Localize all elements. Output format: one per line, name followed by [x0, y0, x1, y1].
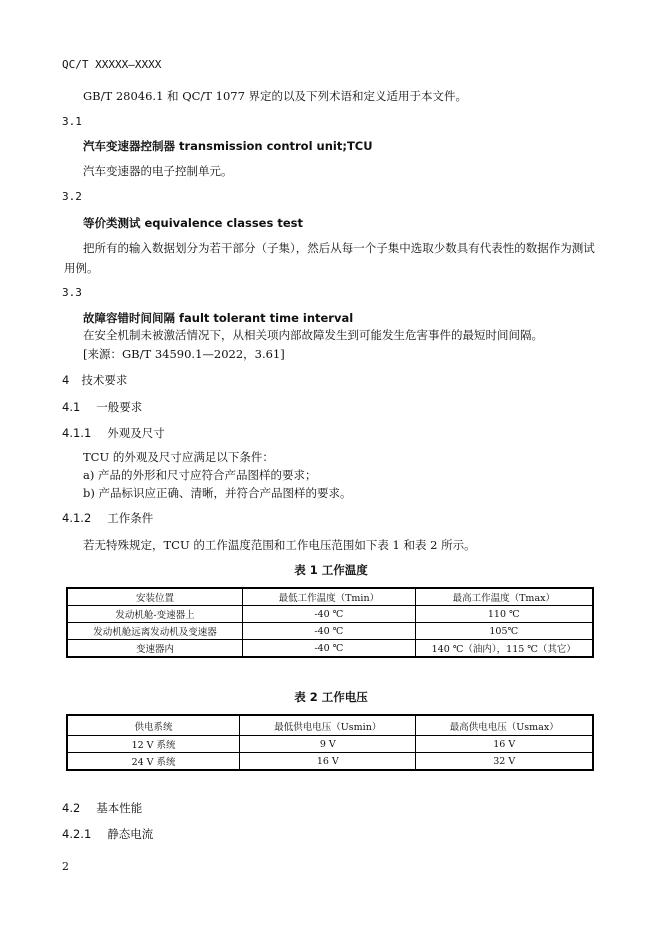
- section-title: 静态电流: [107, 827, 154, 841]
- term-definition: 把所有的输入数据划分为若干部分（子集），然后从每一个子集中选取少数具有代表性的数据作为测试用例。: [64, 241, 595, 275]
- section-title: 外观及尺寸: [107, 426, 165, 440]
- table-cell: 9 V: [240, 736, 416, 753]
- conditions-text: 若无特殊规定，TCU 的工作温度范围和工作电压范围如下表 1 和表 2 所示。: [83, 538, 476, 552]
- table2-caption: 表 2 工作电压: [294, 690, 368, 704]
- term-number: 3.2: [62, 190, 82, 203]
- term-title: 等价类测试 equivalence classes test: [83, 216, 303, 230]
- term-number: 3.3: [62, 286, 82, 299]
- section-4-2-1-heading: [62, 826, 153, 842]
- table-row: [67, 753, 593, 771]
- table-cell: 140 ℃（油内），115 ℃（其它）: [415, 640, 593, 658]
- section-number: 4.2: [62, 801, 81, 815]
- table-cell: 16 V: [240, 753, 416, 771]
- section-title: 技术要求: [81, 373, 128, 387]
- table-header-row: [67, 588, 593, 606]
- section-number: 4.1.2: [62, 511, 92, 525]
- table-cell: 16 V: [416, 736, 593, 753]
- section-4-1-2-heading: [62, 510, 153, 526]
- table-header-cell: 安装位置: [67, 588, 243, 606]
- table-header-cell: 最高供电电压（Usmax）: [416, 715, 593, 736]
- table-cell: -40 ℃: [243, 640, 415, 658]
- table-row: [67, 606, 593, 623]
- table1-caption: 表 1 工作温度: [294, 563, 368, 577]
- appearance-lead: TCU 的外观及尺寸应满足以下条件：: [83, 450, 274, 464]
- table-cell: 变速器内: [67, 640, 243, 658]
- page-number: 2: [62, 860, 69, 873]
- table-header-cell: 最低工作温度（Tmin）: [243, 588, 415, 606]
- table-cell: 12 V 系统: [67, 736, 240, 753]
- section-4-heading: [62, 372, 127, 388]
- term-definition: 在安全机制未被激活情况下，从相关项内部故障发生到可能发生危害事件的最短时间间隔。: [83, 328, 543, 342]
- table-row: [67, 623, 593, 640]
- table-cell: 110 ℃: [415, 606, 593, 623]
- table-cell: 32 V: [416, 753, 593, 771]
- section-title: 工作条件: [107, 511, 154, 525]
- table-cell: 24 V 系统: [67, 753, 240, 771]
- temperature-table: [66, 587, 594, 658]
- table-row: [67, 736, 593, 753]
- table-cell: 发动机舱远离发动机及变速器: [67, 623, 243, 640]
- table-row: [67, 640, 593, 658]
- table-cell: 发动机舱-变速器上: [67, 606, 243, 623]
- appearance-item-b: b) 产品标识应正确、清晰，并符合产品图样的要求。: [83, 486, 352, 500]
- term-source: [来源：GB/T 34590.1—2022，3.61]: [83, 347, 285, 361]
- section-number: 4.1: [62, 400, 81, 414]
- section-number: 4.2.1: [62, 827, 92, 841]
- section-title: 基本性能: [96, 801, 143, 815]
- table-header-cell: 最低供电电压（Usmin）: [240, 715, 416, 736]
- section-number: 4: [62, 373, 70, 387]
- table-cell: 105℃: [415, 623, 593, 640]
- section-4-2-heading: [62, 800, 142, 816]
- table-cell: -40 ℃: [243, 606, 415, 623]
- table-header-cell: 最高工作温度（Tmax）: [415, 588, 593, 606]
- table-header-row: [67, 715, 593, 736]
- voltage-table: [66, 714, 594, 771]
- term-title: 汽车变速器控制器 transmission control unit;TCU: [83, 139, 373, 153]
- intro-text: GB/T 28046.1 和 QC/T 1077 界定的以及下列术语和定义适用于本文件。: [83, 89, 468, 103]
- section-number: 4.1.1: [62, 426, 92, 440]
- term-number: 3.1: [62, 115, 82, 128]
- section-4-1-1-heading: [62, 425, 165, 441]
- doc-code-header: QC/T XXXXX—XXXX: [62, 58, 162, 71]
- term-definition: 汽车变速器的电子控制单元。: [83, 164, 233, 178]
- section-title: 一般要求: [96, 400, 143, 414]
- term-title: 故障容错时间间隔 fault tolerant time interval: [83, 311, 354, 325]
- section-4-1-heading: [62, 399, 142, 415]
- appearance-item-a: a) 产品的外形和尺寸应符合产品图样的要求；: [83, 468, 317, 482]
- table-cell: -40 ℃: [243, 623, 415, 640]
- table-header-cell: 供电系统: [67, 715, 240, 736]
